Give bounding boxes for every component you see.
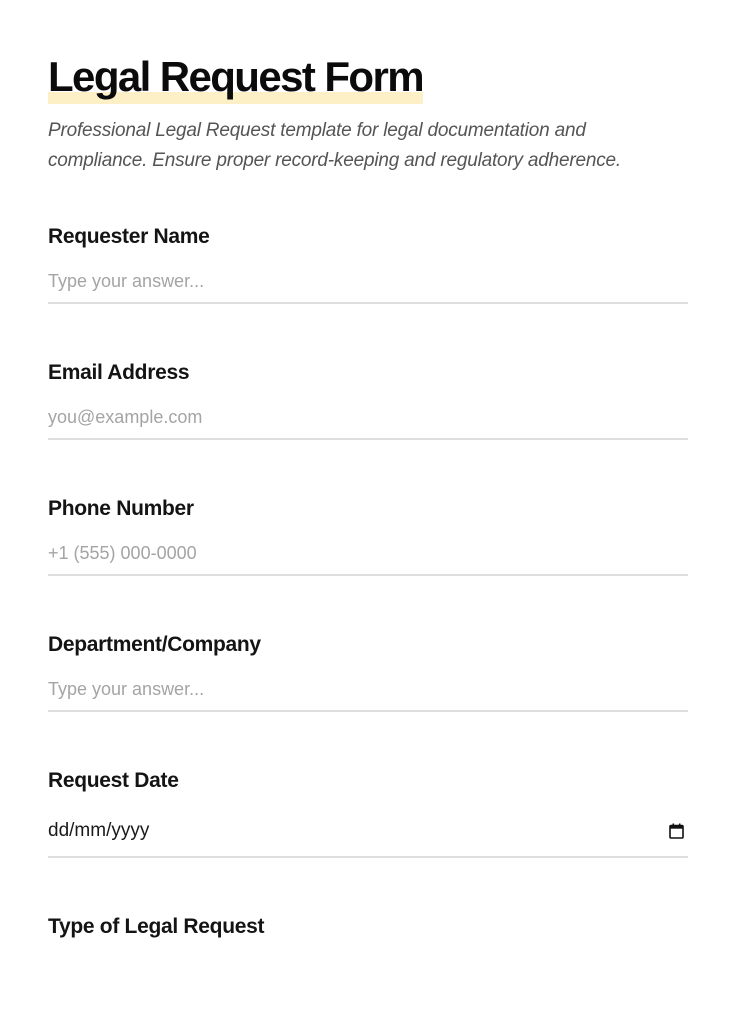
email-input[interactable]	[48, 407, 688, 428]
field-request-date	[48, 768, 688, 858]
title-block	[48, 52, 423, 104]
request-type-label: Type of Legal Request	[48, 915, 265, 938]
requester-name-row	[48, 250, 688, 304]
department-label: Department/Company	[48, 633, 261, 656]
description-line-1: Professional Legal Request template for legal documentation and	[48, 120, 586, 141]
email-label: Email Address	[48, 361, 190, 384]
description-line-2: compliance. Ensure proper record-keeping and regulatory adherence.	[48, 150, 621, 171]
form-content	[48, 52, 688, 940]
field-department	[48, 632, 688, 712]
department-row	[48, 658, 688, 712]
form-description	[48, 116, 688, 176]
requester-name-input[interactable]	[48, 271, 688, 292]
department-input[interactable]	[48, 679, 688, 700]
field-email	[48, 360, 688, 440]
page-title: Legal Request Form	[48, 53, 423, 100]
calendar-icon[interactable]	[669, 823, 684, 839]
field-request-type	[48, 914, 688, 940]
request-date-label: Request Date	[48, 769, 179, 792]
field-phone	[48, 496, 688, 576]
date-format-text[interactable]: dd/mm/yyyy	[48, 820, 150, 841]
phone-input[interactable]	[48, 543, 688, 564]
phone-row	[48, 522, 688, 576]
requester-name-label: Requester Name	[48, 225, 210, 248]
phone-label: Phone Number	[48, 497, 194, 520]
email-row	[48, 386, 688, 440]
field-requester-name	[48, 224, 688, 304]
request-date-input[interactable]	[48, 794, 688, 858]
